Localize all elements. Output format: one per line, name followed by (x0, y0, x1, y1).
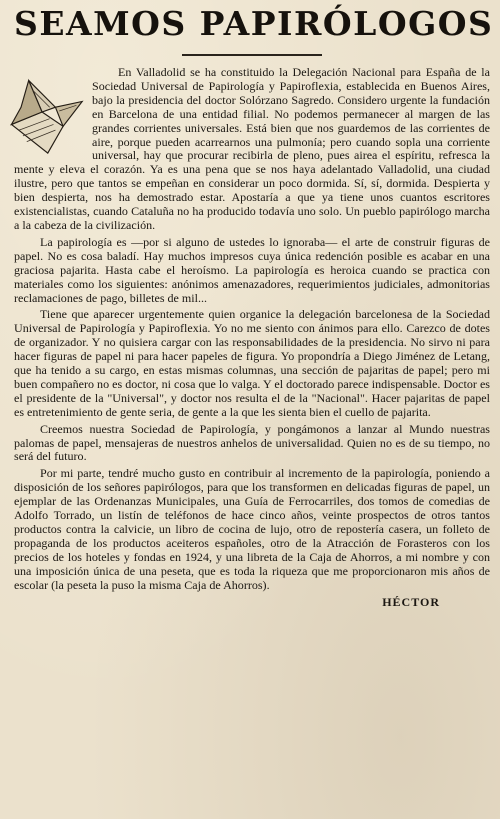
paragraph: Tiene que aparecer urgentemente quien organice la delegación barcelonesa de la Sociedad Universal de Papirología y Papiroflexia. Yo no me siento con ánimos para ello. Carezco de dotes de organizador. Y no quisiera cargar con las responsabilidades de la presidencia. No sirvo ni para hacer figuras de papel ni para hacer papeles de figura. Yo propondría a Diego Jiménez de Letang, que ha tenido a su cargo, en estas mismas columnas, una sección de pajaritas de papel; pero mi buen compañero no es doctor, ni cosa que lo valga. Y el doctorado parece indispensable. Doctor es el presidente de la "Universal", y doctor nos resulta el de la "Nacional". Hacer pajaritas de papel es entretenimiento de gente seria, de gente a la que les sienta bien el cuello de pajarita. (14, 307, 490, 419)
paper-bird-icon (0, 69, 86, 155)
paragraph: Creemos nuestra Sociedad de Papirología, y pongámonos a lanzar al Mundo nuestras palomas de papel, mensajeras de nuestros anhelos de universalidad. Quien no es de su tiempo, no será del futuro. (14, 421, 490, 464)
title-rule (182, 54, 322, 56)
paragraph: Por mi parte, tendré mucho gusto en contribuir al incremento de la papirología, poniendo a disposición de los señores papirólogos, para que los transformen en delicadas figuras de papel, un ejemplar de las Ordenanzas Municipales, una Guía de Ferrocarriles, dos tomos de comedias de Adolfo Torrado, un listín de teléfonos de hace cinco años, veinte prospectos de otros tantos productos contra la calvicie, un libro de cocina de lujo, otro de repostería casera, un folleto de propaganda de los productos aceiteros españoles, otro de la Atracción de Forasteros con los precios de los hoteles y fondas en 1924, y una libreta de la Caja de Ahorros, a mi nombre y con una imposición única de una peseta, que es toda la riqueza que me proporcionaron mis años de escolar (la peseta la puso la misma Caja de Ahorros). (14, 466, 490, 592)
article-title: SEAMOS PAPIRÓLOGOS (14, 4, 494, 43)
paragraph-text: En Valladolid se ha constituido la Delegación Nacional para España de la Sociedad Universal de Papirología y Papiroflexia, establecida en Buenos Aires, bajo la presidencia del doctor Solórzano Sagredo. Considero urgente la fundación en Barcelona de una entidad filial. No podemos permanecer al margen de las grandes corrientes universales. Está bien que nos guardemos de las corrientes de aire, porque pueden acarrearnos una pulmonía; pero cuando sopla una corriente universal, hay que procurar recibirla de pleno, pues airea el espíritu, refresca la mente y eleva el corazón. Ya es una pena que se nos haya adelantado Valladolid, una ciudad ilustre, pero que tantos se empeñan en considerar un poco dormida. Sí, sí, dormida. Despierta y bien despierta, nos ha demostrado estar. Apostaría a que ya tiene unos cuantos escritores existencialistas, cuando Cataluña no ha producido todavía uno solo. Un pueblo papirólogo marcha a la cabeza de la civilización. (14, 65, 490, 232)
author-signature: HÉCTOR (382, 594, 440, 609)
paragraph (14, 66, 490, 233)
article-body (14, 66, 490, 593)
paragraph: La papirología es —por si alguno de ustedes lo ignoraba— el arte de construir figuras de papel. No es cosa baladí. Hay muchos impresos cuya única redención posible es acabar en una graciosa pajarita. Hasta cabe el heroísmo. La papirología es heroica cuando se practica con materiales como los siguientes: anónimos amenazadores, requerimientos judiciales, admonitorias reclamaciones de pago, billetes de mil... (14, 234, 490, 305)
